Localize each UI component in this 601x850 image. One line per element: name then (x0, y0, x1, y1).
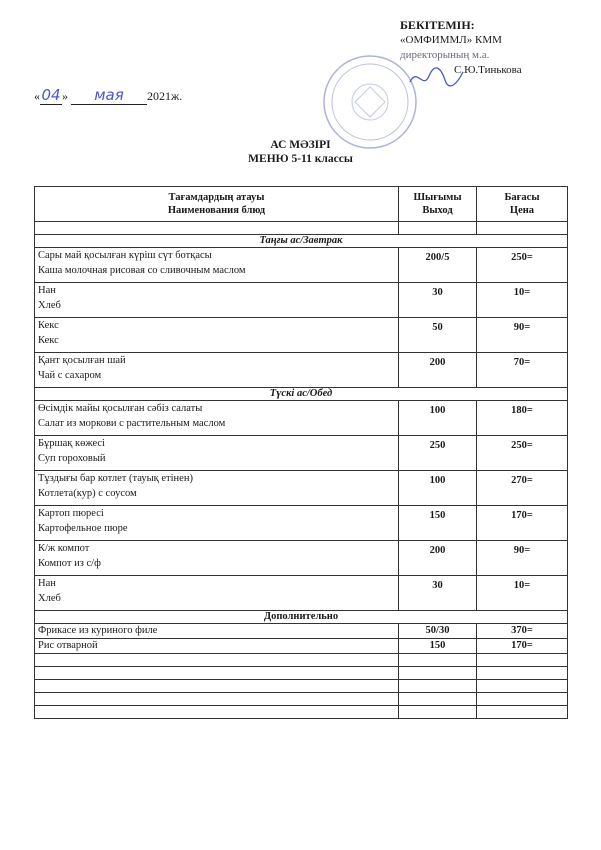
col-header-yield: Шығымы Выход (399, 187, 477, 222)
approval-role: директорының м.а. (400, 49, 490, 61)
table-row: Сары май қосылған күріш сүт ботқасы Каша молочная рисовая со сливочным маслом 200/5 250= (35, 248, 568, 283)
date-day: 04 (41, 86, 61, 104)
table-row: Картоп пюресі Картофельное пюре 150 170= (35, 506, 568, 541)
table-row: К/ж компот Компот из с/ф 200 90= (35, 541, 568, 576)
table-row: Өсімдік майы қосылған сәбіз салаты Салат из моркови с растительным маслом 100 180= (35, 401, 568, 436)
section-breakfast: Таңғы ас/Завтрак (35, 235, 568, 248)
approval-title: БЕКІТЕМІН: (400, 18, 475, 32)
date-year: 2021ж. (147, 89, 183, 103)
empty-row (35, 680, 568, 693)
table-row: Нан Хлеб 30 10= (35, 283, 568, 318)
section-extra: Дополнительно (35, 611, 568, 624)
empty-row (35, 693, 568, 706)
table-header-row (35, 187, 568, 222)
menu-title-kz: АС МӘЗІРІ (270, 139, 331, 151)
empty-row (35, 706, 568, 719)
col-header-price: Бағасы Цена (477, 187, 568, 222)
date-month: мая (71, 86, 147, 105)
menu-title-ru: МЕНЮ 5-11 классы (248, 153, 353, 165)
spacer-row (35, 222, 568, 235)
table-row: Фрикасе из куриного филе 50/30 370= (35, 624, 568, 639)
table-row: Рис отварной 150 170= (35, 639, 568, 654)
approval-org: «ОМФИММЛ» КММ (400, 34, 502, 46)
col-header-name: Тағамдардың атауы Наименования блюд (35, 187, 399, 222)
table-row: Бұршақ көжесі Суп гороховый 250 250= (35, 436, 568, 471)
table-row: Нан Хлеб 30 10= (35, 576, 568, 611)
empty-row (35, 654, 568, 667)
table-row: Қант қосылған шай Чай с сахаром 200 70= (35, 353, 568, 388)
section-lunch: Түскі ас/Обед (35, 388, 568, 401)
menu-header (0, 138, 601, 166)
menu-table (34, 186, 568, 719)
empty-row (35, 667, 568, 680)
signature-mark (405, 62, 465, 92)
document-date: «04» мая 2021ж. (34, 86, 183, 104)
table-row: Кекс Кекс 50 90= (35, 318, 568, 353)
table-row: Тұздығы бар котлет (тауық етінен) Котлета(кур) с соусом 100 270= (35, 471, 568, 506)
approval-name: С.Ю.Тинькова (454, 64, 522, 76)
